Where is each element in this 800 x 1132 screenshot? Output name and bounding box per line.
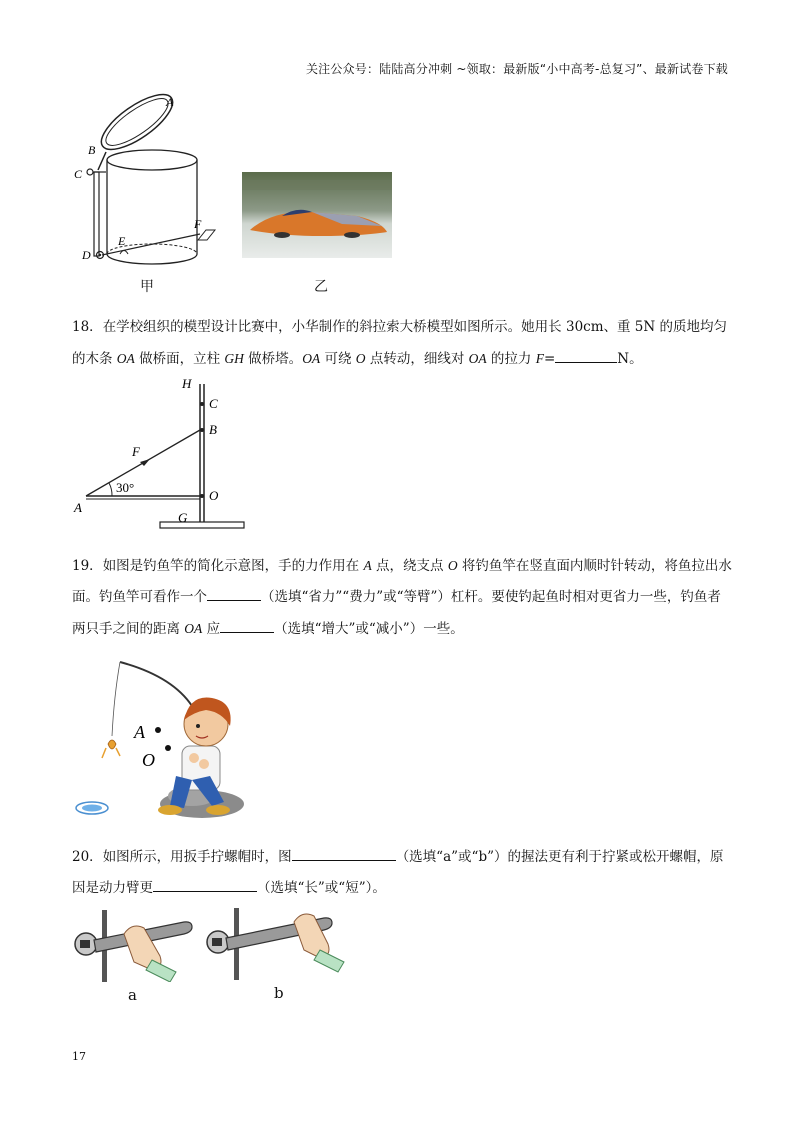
fishing-figure bbox=[72, 656, 252, 828]
q18-text: 做桥面，立柱 bbox=[134, 351, 225, 367]
q19-text: 如图是钓鱼竿的简化示意图，手的力作用在 bbox=[102, 558, 364, 574]
q18-text: = bbox=[543, 351, 556, 367]
label-c: C bbox=[209, 396, 218, 411]
q20-number: 20． bbox=[72, 849, 103, 865]
caption-yi: 乙 bbox=[314, 279, 328, 295]
q19-text: 点，绕支点 bbox=[371, 558, 448, 574]
q18-o: O bbox=[355, 351, 366, 366]
question-19 bbox=[72, 550, 732, 645]
label-g: G bbox=[178, 510, 188, 525]
q18-text: 的拉力 bbox=[486, 351, 536, 367]
label-o: O bbox=[209, 488, 219, 503]
q19-text: 应 bbox=[202, 621, 221, 637]
q19-text: （选填“省力”“费力”或“等臂”）杠杆。要使钓起鱼时相对更省力一些，钓鱼者两只手之间的距离 bbox=[72, 589, 721, 637]
question-18 bbox=[72, 312, 732, 375]
q18-oa: OA bbox=[302, 351, 321, 366]
answer-blank[interactable] bbox=[220, 616, 274, 633]
page-number: 17 bbox=[72, 1050, 86, 1063]
caption-jia: 甲 bbox=[140, 279, 154, 295]
label-f: F bbox=[194, 217, 202, 231]
q18-text: 可绕 bbox=[320, 351, 356, 367]
caption-a: a bbox=[128, 986, 137, 1004]
q18-text: 点转动，细线对 bbox=[365, 351, 469, 367]
wrench-figure-b bbox=[204, 908, 354, 980]
q18-text: 做桥塔。 bbox=[243, 351, 303, 367]
q19-oa: OA bbox=[184, 621, 203, 636]
header-note: 关注公众号：陆陆高分冲刺 ~领取：最新版“小中高考-总复习”、最新试卷下载 bbox=[305, 62, 728, 76]
label-angle: 30° bbox=[116, 480, 135, 495]
q18-oa: OA bbox=[116, 351, 135, 366]
solar-car-photo bbox=[242, 172, 392, 258]
trash-can-figure bbox=[72, 92, 242, 272]
label-b: B bbox=[209, 422, 217, 437]
answer-blank[interactable] bbox=[555, 346, 617, 363]
q19-number: 19． bbox=[72, 558, 103, 574]
caption-b: b bbox=[274, 984, 284, 1002]
q20-text: （选填“长”或“短”）。 bbox=[257, 880, 386, 896]
q19-text: 将钓鱼竿在竖直面内顺时针转动，将鱼拉出水面。钓鱼竿可看作一个 bbox=[72, 558, 732, 605]
q19-text: （选填“增大”或“减小”）一些。 bbox=[274, 621, 464, 637]
label-b: B bbox=[88, 143, 96, 157]
q18-gh: GH bbox=[224, 351, 244, 366]
answer-blank[interactable] bbox=[153, 875, 257, 892]
label-a: A bbox=[74, 500, 82, 515]
q18-oa: OA bbox=[468, 351, 487, 366]
q18-number: 18． bbox=[72, 319, 103, 335]
label-h: H bbox=[182, 376, 192, 391]
label-f: F bbox=[132, 444, 140, 459]
q19-a: A bbox=[363, 558, 372, 573]
label-d: D bbox=[82, 248, 91, 262]
q18-text: N。 bbox=[617, 351, 643, 367]
question-20 bbox=[72, 842, 732, 904]
q18-text: 在学校组织的模型设计比赛中，小华制作的斜拉索大桥模型如图所示。她用长 30cm、重 5N 的质地均匀的木条 bbox=[72, 319, 728, 367]
bridge-model-figure bbox=[72, 372, 252, 536]
answer-blank[interactable] bbox=[292, 844, 396, 861]
label-e: E bbox=[118, 234, 126, 248]
label-c: C bbox=[74, 167, 83, 181]
q20-text: 如图所示，用扳手拧螺帽时，图 bbox=[102, 849, 292, 865]
q18-f: F bbox=[535, 351, 544, 366]
wrench-figure-a bbox=[72, 910, 202, 982]
label-o: O bbox=[142, 750, 155, 770]
label-a: A bbox=[166, 95, 174, 109]
answer-blank[interactable] bbox=[207, 584, 261, 601]
q20-text: （选填“a”或“b”）的握法更有利于拧紧或松开螺帽，原因是动力臂更 bbox=[72, 849, 724, 896]
q19-o: O bbox=[447, 558, 458, 573]
label-a: A bbox=[134, 722, 145, 742]
